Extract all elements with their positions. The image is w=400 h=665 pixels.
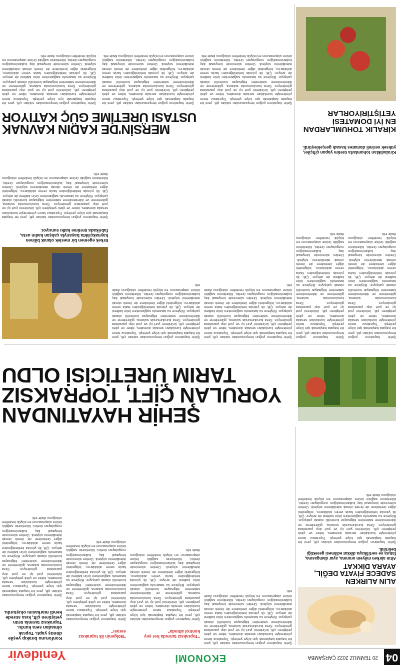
edition-info: 20 TEMMUZ 2022 ÇARŞAMBA — [307, 654, 378, 660]
main-lead: Konforunu bırakıp yeşile dönüş yaptı. Toprak olmadan sera kurdu. Topraksız tarımla ürün yetiştiren çift, kısa sürede kendi markasını oluşturdu. — [3, 609, 62, 641]
third-headline-2: EN İYİ DOMATESİ — [332, 117, 396, 126]
page-header — [0, 648, 400, 665]
bottom-body-col3: Şehir hayatının yoğun temposundan sıkılan çift, yeni bir hayata başlamak için köye yerleşti. Topraksız tarım yöntemiyle kurdukları serada domates, biber ve çilek yetiştiren çift, ürünlerini yurt içi ve yurt dışı pazarlara gönderiyor. Sera kurulumunda sulama, gübreleme ve iklimlendirme sistemleri bilgisayar kontrollü olarak çalışıyor. Böylece su tasarrufu sağlanırken ürün kalitesi de artıyor. Çift, ilk yılında beklediğinden fazla verim aldıklarını, bölgedeki diğer üreticilere de örnek olmak istediklerini söyledi. Üretim sürecinde kimyasal ilaç kullanılmadığını vurgulayan üretici, tüketicinin sağlıklı ürüne ulaşmasının en büyük hedefleri olduğunu ifade etti. — [2, 53, 96, 105]
main-body-col2: Şehir hayatının yoğun temposundan sıkılan çift, yeni bir hayata başlamak için köye yerleşti. Topraksız tarım yöntemiyle kurdukları serada domates, biber ve çilek yetiştiren çift, ürünlerini yurt içi ve yurt dışı pazarlara gönderiyor. Sera kurulumunda sulama, gübreleme ve iklimlendirme sistemleri bilgisayar kontrollü olarak çalışıyor. Böylece su tasarrufu sağlanırken ürün kalitesi de artıyor. Çift, ilk yılında beklediğinden fazla verim aldıklarını, bölgedeki diğer üreticilere de örnek olmak istediklerini söyledi. Üretim sürecinde kimyasal ilaç kullanılmadığını vurgulayan üretici, tüketicinin sağlıklı ürüne ulaşmasının en büyük hedefleri olduğunu ifade etti. — [130, 548, 200, 621]
tomato-image — [296, 7, 396, 101]
section-title: EKONOMİ — [174, 652, 226, 663]
side-body: Şehir hayatının yoğun temposundan sıkılan çift, yeni bir hayata başlamak için köye yerleşti. Topraksız tarım yöntemiyle kurdukları serada domates, biber ve çilek yetiştiren çift, ürünlerini yurt içi ve yurt dışı pazarlara gönderiyor. Sera kurulumunda sulama, gübreleme ve iklimlendirme sistemleri bilgisayar kontrollü olarak çalışıyor. Böylece su tasarrufu sağlanırken ürün kalitesi de artıyor. Çift, ilk yılında beklediğinden fazla verim aldıklarını, bölgedeki diğer üreticilere de örnek olmak istediklerini söyledi. Üretim sürecinde kimyasal ilaç kullanılmadığını vurgulayan üretici, tüketicinin sağlıklı ürüne ulaşmasının en büyük hedefleri olduğunu ifade etti. — [298, 492, 396, 544]
second-body-col2: Şehir hayatının yoğun temposundan sıkılan çift, yeni bir hayata başlamak için köye yerleşti. Topraksız tarım yöntemiyle kurdukları serada domates, biber ve çilek yetiştiren çift, ürünlerini yurt içi ve yurt dışı pazarlara gönderiyor. Sera kurulumunda sulama, gübreleme ve iklimlendirme sistemleri bilgisayar kontrollü olarak çalışıyor. Böylece su tasarrufu sağlanırken ürün kalitesi de artıyor. Çift, ilk yılında beklediğinden fazla verim aldıklarını, bölgedeki diğer üreticilere de örnek olmak istediklerini söyledi. Üretim sürecinde kimyasal ilaç kullanılmadığını vurgulayan üretici, tüketicinin sağlıklı ürüne ulaşmasının en büyük hedefleri olduğunu ifade etti. — [112, 283, 200, 339]
bottom-strip — [2, 5, 292, 105]
main-headline-2: YORULAN ÇİFT, TOPRAKSIZ — [2, 383, 282, 407]
side-story — [298, 427, 396, 645]
tomato-photo — [296, 7, 396, 101]
main-quote-1: "Topraksız tarımda her şey kontrol altında" — [144, 629, 200, 639]
third-story — [296, 4, 396, 339]
second-body-col1: Şehir hayatının yoğun temposundan sıkılan çift, yeni bir hayata başlamak için köye yerleşti. Topraksız tarım yöntemiyle kurdukları serada domates, biber ve çilek yetiştiren çift, ürünlerini yurt içi ve yurt dışı pazarlara gönderiyor. Sera kurulumunda sulama, gübreleme ve iklimlendirme sistemleri bilgisayar kontrollü olarak çalışıyor. Böylece su tasarrufu sağlanırken ürün kalitesi de artıyor. Çift, ilk yılında beklediğinden fazla verim aldıklarını, bölgedeki diğer üreticilere de örnek olmak istediklerini söyledi. Üretim sürecinde kimyasal ilaç kullanılmadığını vurgulayan üretici, tüketicinin sağlıklı ürüne ulaşmasının en büyük hedefleri olduğunu ifade etti. — [204, 283, 292, 339]
third-headline-1: KİRALIK TOHUMLARDAN — [303, 125, 396, 134]
main-headline — [2, 364, 292, 424]
section-divider — [4, 344, 396, 345]
main-quote-2: "Bölgenin ilk topraksız serası" — [78, 629, 126, 639]
side-headline-3: AYARA DİKKAT — [343, 561, 396, 571]
bottom-body-col2: Şehir hayatının yoğun temposundan sıkılan çift, yeni bir hayata başlamak için köye yerleşti. Topraksız tarım yöntemiyle kurdukları serada domates, biber ve çilek yetiştiren çift, ürünlerini yurt içi ve yurt dışı pazarlara gönderiyor. Sera kurulumunda sulama, gübreleme ve iklimlendirme sistemleri bilgisayar kontrollü olarak çalışıyor. Böylece su tasarrufu sağlanırken ürün kalitesi de artıyor. Çift, ilk yılında beklediğinden fazla verim aldıklarını, bölgedeki diğer üreticilere de örnek olmak istediklerini söyledi. Üretim sürecinde kimyasal ilaç kullanılmadığını vurgulayan üretici, tüketicinin sağlıklı ürüne ulaşmasının en büyük hedefleri olduğunu ifade etti. — [102, 53, 194, 105]
welder-image — [2, 247, 108, 339]
second-headline — [2, 110, 292, 135]
side-lead: Altın alırken milyem oranına, ayar damgasına, fatura ve sertifikaya dikkat edilmesi gerektiği belirtildi. — [305, 546, 396, 562]
newspaper-logo: Yenidevir — [8, 648, 66, 663]
bottom-body-col1: Şehir hayatının yoğun temposundan sıkılan çift, yeni bir hayata başlamak için köye yerleşti. Topraksız tarım yöntemiyle kurdukları serada domates, biber ve çilek yetiştiren çift, ürünlerini yurt içi ve yurt dışı pazarlara gönderiyor. Sera kurulumunda sulama, gübreleme ve iklimlendirme sistemleri bilgisayar kontrollü olarak çalışıyor. Böylece su tasarrufu sağlanırken ürün kalitesi de artıyor. Çift, ilk yılında beklediğinden fazla verim aldıklarını, bölgedeki diğer üreticilere de örnek olmak istediklerini söyledi. Üretim sürecinde kimyasal ilaç kullanılmadığını vurgulayan üretici, tüketicinin sağlıklı ürüne ulaşmasının en büyük hedefleri olduğunu ifade etti. — [200, 53, 292, 105]
column-divider — [295, 427, 296, 645]
page-number: 04 — [385, 651, 399, 663]
greenhouse-photo — [298, 357, 396, 421]
third-headline-3: YETİŞTİRİYORLAR — [327, 109, 396, 118]
gold-jewelry-image — [298, 587, 396, 645]
main-story-columns — [2, 427, 292, 645]
side-headline-1: ALIN ALIRKEN — [345, 577, 396, 586]
main-body-col4: Şehir hayatının yoğun temposundan sıkılan çift, yeni bir hayata başlamak için köye yerleşti. Topraksız tarım yöntemiyle kurdukları serada domates, biber ve çilek yetiştiren çift, ürünlerini yurt içi ve yurt dışı pazarlara gönderiyor. Sera kurulumunda sulama, gübreleme ve iklimlendirme sistemleri bilgisayar kontrollü olarak çalışıyor. Böylece su tasarrufu sağlanırken ürün kalitesi de artıyor. Çift, ilk yılında beklediğinden fazla verim aldıklarını, bölgedeki diğer üreticilere de örnek olmak istediklerini söyledi. Üretim sürecinde kimyasal ilaç kullanılmadığını vurgulayan üretici, tüketicinin sağlıklı ürüne ulaşmasının en büyük hedefleri olduğunu ifade etti. — [2, 515, 62, 597]
second-lead: Erkek egemen bir meslek olarak bilinen kaynakçılıkta başarıyla çalışan kadın usta, fabrikada üretime katkı sunuyor. — [20, 228, 108, 243]
greenhouse-image — [298, 357, 396, 421]
side-headline-2: SADECE FİYATA DEĞİL, — [314, 569, 396, 579]
third-lead: Kiraladıkları tohumlarla üretim yapan çiftçiler, yüksek verimli domates hasadı gerçekleştirdi. — [302, 145, 396, 155]
second-headline-1: MERSİN'DE KADIN KAVNAK — [2, 122, 171, 137]
main-headline-3: TARIM ÜRETİCİSİ OLDU — [2, 363, 236, 387]
main-body-col3: Şehir hayatının yoğun temposundan sıkılan çift, yeni bir hayata başlamak için köye yerleşti. Topraksız tarım yöntemiyle kurdukları serada domates, biber ve çilek yetiştiren çift, ürünlerini yurt içi ve yurt dışı pazarlara gönderiyor. Sera kurulumunda sulama, gübreleme ve iklimlendirme sistemleri bilgisayar kontrollü olarak çalışıyor. Böylece su tasarrufu sağlanırken ürün kalitesi de artıyor. Çift, ilk yılında beklediğinden fazla verim aldıklarını, bölgedeki diğer üreticilere de örnek olmak istediklerini söyledi. Üretim sürecinde kimyasal ilaç kullanılmadığını vurgulayan üretici, tüketicinin sağlıklı ürüne ulaşmasının en büyük hedefleri olduğunu ifade etti. — [66, 539, 126, 621]
main-body-col1: Şehir hayatının yoğun temposundan sıkılan çift, yeni bir hayata başlamak için köye yerleşti. Topraksız tarım yöntemiyle kurdukları serada domates, biber ve çilek yetiştiren çift, ürünlerini yurt içi ve yurt dışı pazarlara gönderiyor. Sera kurulumunda sulama, gübreleme ve iklimlendirme sistemleri bilgisayar kontrollü olarak çalışıyor. Böylece su tasarrufu sağlanırken ürün kalitesi de artıyor. Çift, ilk yılında beklediğinden fazla verim aldıklarını, bölgedeki diğer üreticilere de örnek olmak istediklerini söyledi. Üretim sürecinde kimyasal ilaç kullanılmadığını vurgulayan üretici, tüketicinin sağlıklı ürüne ulaşmasının en büyük hedefleri olduğunu ifade etti. — [204, 589, 292, 645]
welder-photo — [2, 247, 108, 339]
lower-divider — [294, 4, 295, 339]
main-headline-1: ŞEHİR HAYATINDAN — [2, 403, 201, 426]
second-headline-2: USTASI ÜRETİME GÜÇ KATIYOR — [2, 109, 197, 125]
second-story — [2, 139, 292, 339]
second-body-col3: Şehir hayatının yoğun temposundan sıkılan çift, yeni bir hayata başlamak için köye yerleşti. Topraksız tarım yöntemiyle kurdukları serada domates, biber ve çilek yetiştiren çift, ürünlerini yurt içi ve yurt dışı pazarlara gönderiyor. Sera kurulumunda sulama, gübreleme ve iklimlendirme sistemleri bilgisayar kontrollü olarak çalışıyor. Böylece su tasarrufu sağlanırken ürün kalitesi de artıyor. Çift, ilk yılında beklediğinden fazla verim aldıklarını, bölgedeki diğer üreticilere de örnek olmak istediklerini söyledi. Üretim sürecinde kimyasal ilaç kullanılmadığını vurgulayan üretici, tüketicinin sağlıklı ürüne ulaşmasının en büyük hedefleri olduğunu ifade etti. — [2, 172, 108, 219]
gold-photo — [298, 587, 396, 645]
third-body-col1: Şehir hayatının yoğun temposundan sıkılan çift, yeni bir hayata başlamak için köye yerleşti. Topraksız tarım yöntemiyle kurdukları serada domates, biber ve çilek yetiştiren çift, ürünlerini yurt içi ve yurt dışı pazarlara gönderiyor. Sera kurulumunda sulama, gübreleme ve iklimlendirme sistemleri bilgisayar kontrollü olarak çalışıyor. Böylece su tasarrufu sağlanırken ürün kalitesi de artıyor. Çift, ilk yılında beklediğinden fazla verim aldıklarını, bölgedeki diğer üreticilere de örnek olmak istediklerini söyledi. Üretim sürecinde kimyasal ilaç kullanılmadığını vurgulayan üretici, tüketicinin sağlıklı ürüne ulaşmasının en büyük hedefleri olduğunu ifade etti. — [348, 231, 396, 339]
third-body-col2: Şehir hayatının yoğun temposundan sıkılan çift, yeni bir hayata başlamak için köye yerleşti. Topraksız tarım yöntemiyle kurdukları serada domates, biber ve çilek yetiştiren çift, ürünlerini yurt içi ve yurt dışı pazarlara gönderiyor. Sera kurulumunda sulama, gübreleme ve iklimlendirme sistemleri bilgisayar kontrollü olarak çalışıyor. Böylece su tasarrufu sağlanırken ürün kalitesi de artıyor. Çift, ilk yılında beklediğinden fazla verim aldıklarını, bölgedeki diğer üreticilere de örnek olmak istediklerini söyledi. Üretim sürecinde kimyasal ilaç kullanılmadığını vurgulayan üretici, tüketicinin sağlıklı ürüne ulaşmasının en büyük hedefleri olduğunu ifade etti. — [296, 231, 344, 339]
